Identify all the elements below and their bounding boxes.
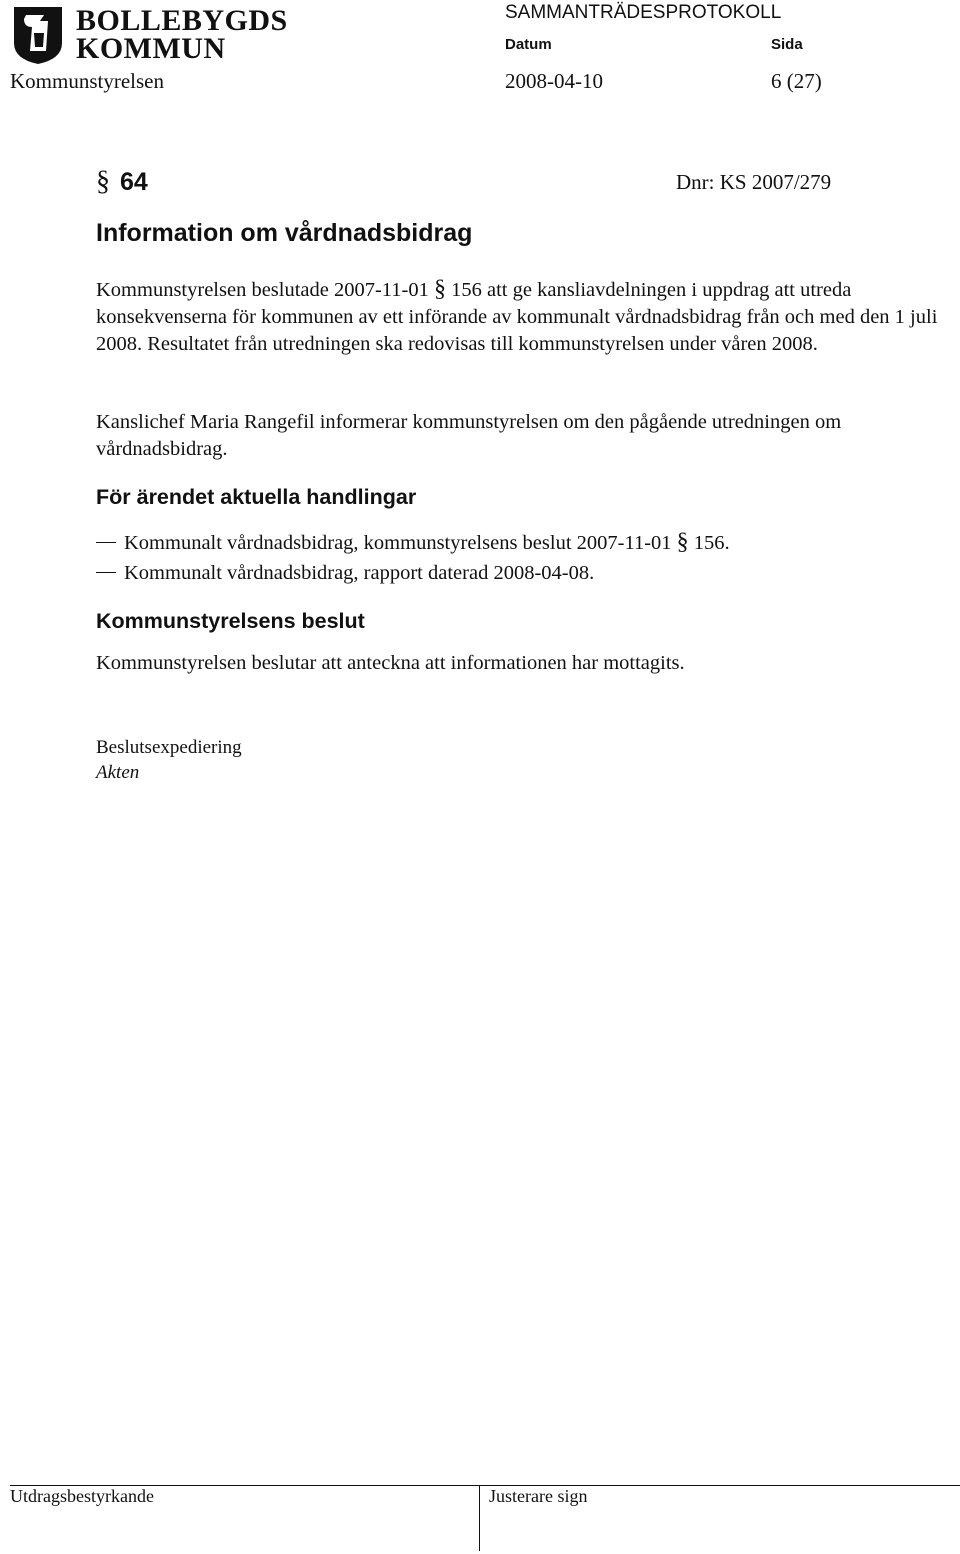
diary-number: Dnr: KS 2007/279 xyxy=(676,170,832,194)
date-label: Datum xyxy=(505,36,552,53)
document-item xyxy=(96,560,594,587)
document-type: SAMMANTRÄDESPROTOKOLL xyxy=(505,2,782,23)
document-item-text: Kommunalt vårdnadsbidrag, kommunstyrelsens beslut 2007-11-01 xyxy=(124,532,677,554)
paragraph-background-section-symbol: § xyxy=(434,276,446,302)
dash-bullet-icon xyxy=(96,542,116,543)
footer-column-divider xyxy=(479,1485,480,1551)
section-number xyxy=(96,166,148,198)
section-number-value: 64 xyxy=(120,168,148,196)
municipality-crest-icon xyxy=(12,5,64,65)
footer-certification-label: Utdragsbestyrkande xyxy=(10,1486,154,1506)
document-item xyxy=(96,529,730,557)
dash-bullet-icon xyxy=(96,572,116,573)
decision-text: Kommunstyrelsen beslutar att anteckna att informationen har mottagits. xyxy=(96,652,685,674)
page-label: Sida xyxy=(771,36,803,53)
meeting-date: 2008-04-10 xyxy=(505,69,603,93)
body-name: Kommunstyrelsen xyxy=(10,69,164,93)
footer-adjuster-signature-label: Justerare sign xyxy=(489,1486,588,1506)
dispatch-recipient: Akten xyxy=(96,762,140,783)
document-item-text: Kommunalt vårdnadsbidrag, rapport daterad 2008-04-08. xyxy=(124,562,595,584)
document-item-section-symbol: § xyxy=(676,529,689,555)
paragraph-background xyxy=(96,276,946,358)
document-item-text-end: 156. xyxy=(688,532,730,554)
documents-heading: För ärendet aktuella handlingar xyxy=(96,485,417,509)
paragraph-background-part2: 156 att ge kansliavdelningen i uppdrag att utreda konsekvenserna för kommunen av ett införande av kommunalt vårdnadsbidrag från och med den 1 juli 2008. Resultatet från utredningen ska redovisas till kommunstyrelsen under våren 2008. xyxy=(96,279,938,355)
dispatch-label: Beslutsexpediering xyxy=(96,737,242,758)
decision-heading: Kommunstyrelsens beslut xyxy=(96,609,365,633)
page-number: 6 (27) xyxy=(771,69,822,93)
paragraph-background-part1: Kommunstyrelsen beslutade 2007-11-01 xyxy=(96,279,434,301)
page-title: Information om vårdnadsbidrag xyxy=(96,219,473,247)
logo-name-line1: BOLLEBYGDS xyxy=(76,4,288,37)
logo-name-line2: KOMMUN xyxy=(76,32,226,65)
section-symbol: § xyxy=(96,166,110,197)
paragraph-information: Kanslichef Maria Rangefil informerar kommunstyrelsen om den pågående utredningen om vårdnadsbidrag. xyxy=(96,411,842,460)
